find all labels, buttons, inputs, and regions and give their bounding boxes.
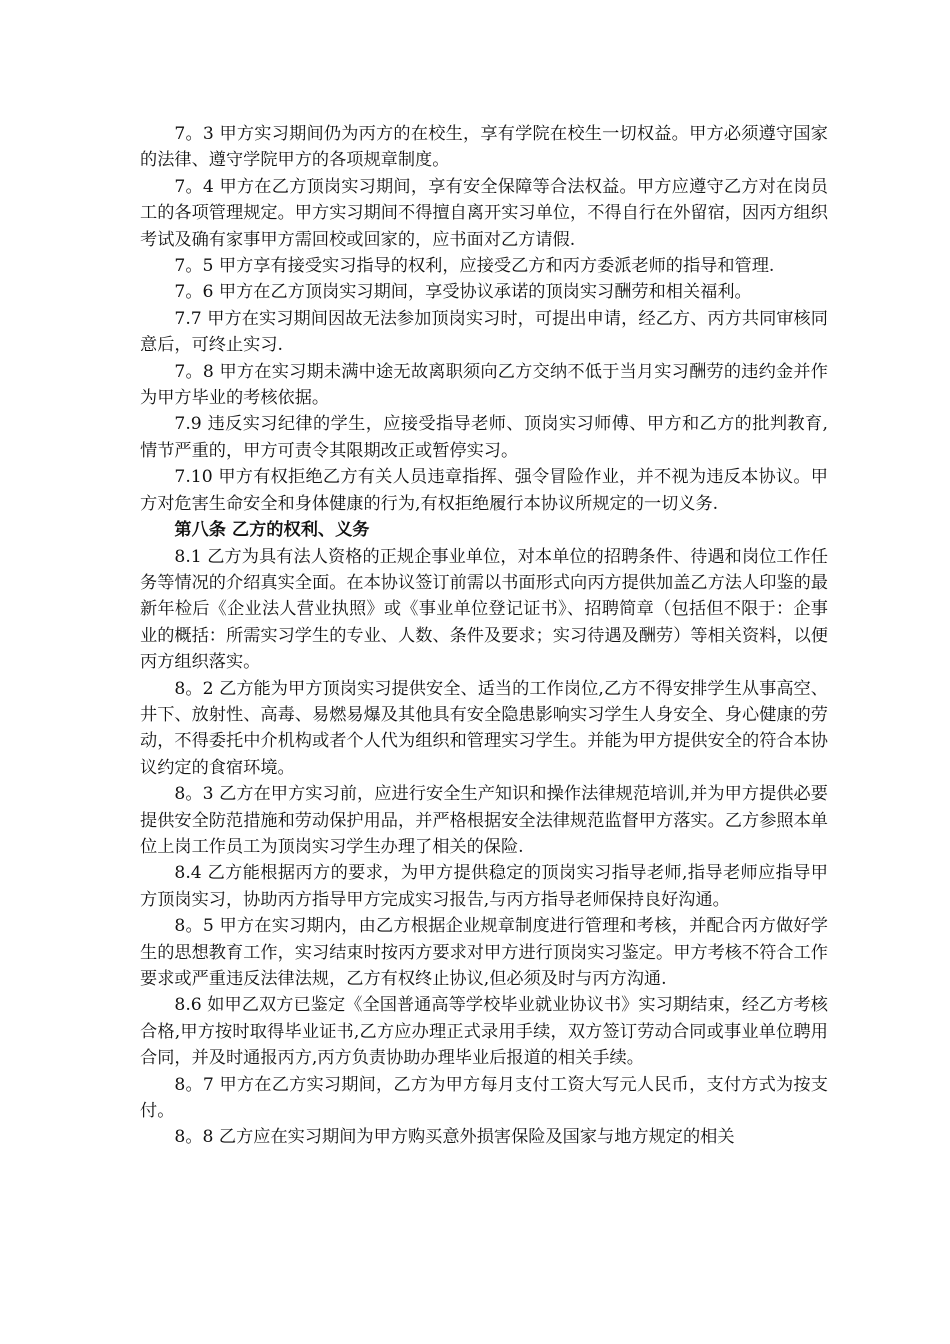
clause-7-6: 7。6 甲方在乙方顶岗实习期间，享受协议承诺的顶岗实习酬劳和相关福利。 <box>174 282 752 303</box>
clause-7-9: 7.9 违反实习纪律的学生，应接受指导老师、顶岗实习师傅、甲方和乙方的批判教育,情节严重的，甲方可责令其限期改正或暂停实习。 <box>140 414 828 461</box>
document-page <box>140 121 828 1151</box>
clause-7-7: 7.7 甲方在实习期间因故无法参加顶岗实习时，可提出申请，经乙方、丙方共同审核同意后，可终止实习. <box>140 308 828 356</box>
clause-7-5: 7。5 甲方享有接受实习指导的权利，应接受乙方和丙方委派老师的指导和管理. <box>174 256 775 277</box>
clause-7-4: 7。4 甲方在乙方顶岗实习期间，享有安全保障等合法权益。甲方应遵守乙方对在岗员工的各项管理规定。甲方实习期间不得擅自离开实习单位，不得自行在外留宿，因丙方组织考试及确有家事甲方需回校或回家的，应书面对乙方请假. <box>140 176 828 250</box>
clause-8-7: 8。7 甲方在乙方实习期间，乙方为甲方每月支付工资大写元人民币，支付方式为按支付。 <box>140 1074 828 1122</box>
clause-7-8: 7。8 甲方在实习期未满中途无故离职须向乙方交纳不低于当月实习酬劳的违约金并作为甲方毕业的考核依据。 <box>140 361 828 409</box>
clause-8-8: 8。8 乙方应在实习期间为甲方购买意外损害保险及国家与地方规定的相关 <box>174 1127 735 1148</box>
clause-7-3: 7。3 甲方实习期间仍为丙方的在校生，享有学院在校生一切权益。甲方必须遵守国家的法律、遵守学院甲方的各项规章制度。 <box>140 124 828 171</box>
clause-8-5: 8。5 甲方在实习期内，由乙方根据企业规章制度进行管理和考核，并配合丙方做好学生的思想教育工作，实习结束时按丙方要求对甲方进行顶岗实习鉴定。甲方考核不符合工作要求或严重违反法律法规，乙方有权终止协议,但必须及时与丙方沟通. <box>140 916 828 989</box>
clause-8-3: 8。3 乙方在甲方实习前，应进行安全生产知识和操作法律规范培训,并为甲方提供必要提供安全防范措施和劳动保护用品，并严格根据安全法律规范监督甲方落实。乙方参照本单位上岗工作员工为顶岗实习学生办理了相关的保险. <box>140 784 828 857</box>
section-heading-article-8: 第八条 乙方的权利、义务 <box>174 520 370 541</box>
clause-8-2: 8。2 乙方能为甲方顶岗实习提供安全、适当的工作岗位,乙方不得安排学生从事高空、井下、放射性、高毒、易燃易爆及其他具有安全隐患影响实习学生人身安全、身心健康的劳动，不得委托中介机构或者个人代为组织和管理实习学生。并能为甲方提供安全的符合本协议约定的食宿环境。 <box>140 678 828 778</box>
clause-8-1: 8.1 乙方为具有法人资格的正规企事业单位，对本单位的招聘条件、待遇和岗位工作任务等情况的介绍真实全面。在本协议签订前需以书面形式向丙方提供加盖乙方法人印鉴的最新年检后《企业法人营业执照》或《事业单位登记证书》、招聘简章（包括但不限于：企事业的概括：所需实习学生的专业、人数、条件及要求；实习待遇及酬劳）等相关资料，以便丙方组织落实。 <box>140 546 828 673</box>
clause-8-4: 8.4 乙方能根据丙方的要求，为甲方提供稳定的顶岗实习指导老师,指导老师应指导甲方顶岗实习，协助丙方指导甲方完成实习报告,与丙方指导老师保持良好沟通。 <box>140 863 828 910</box>
clause-8-6: 8.6 如甲乙双方已鉴定《全国普通高等学校毕业就业协议书》实习期结束，经乙方考核合格,甲方按时取得毕业证书,乙方应办理正式录用手续，双方签订劳动合同或事业单位聘用合同，并及时通报丙方,丙方负责协助办理毕业后报道的相关手续。 <box>140 995 828 1069</box>
clause-7-10: 7.10 甲方有权拒绝乙方有关人员违章指挥、强令冒险作业，并不视为违反本协议。甲方对危害生命安全和身体健康的行为,有权拒绝履行本协议所规定的一切义务. <box>140 467 828 514</box>
